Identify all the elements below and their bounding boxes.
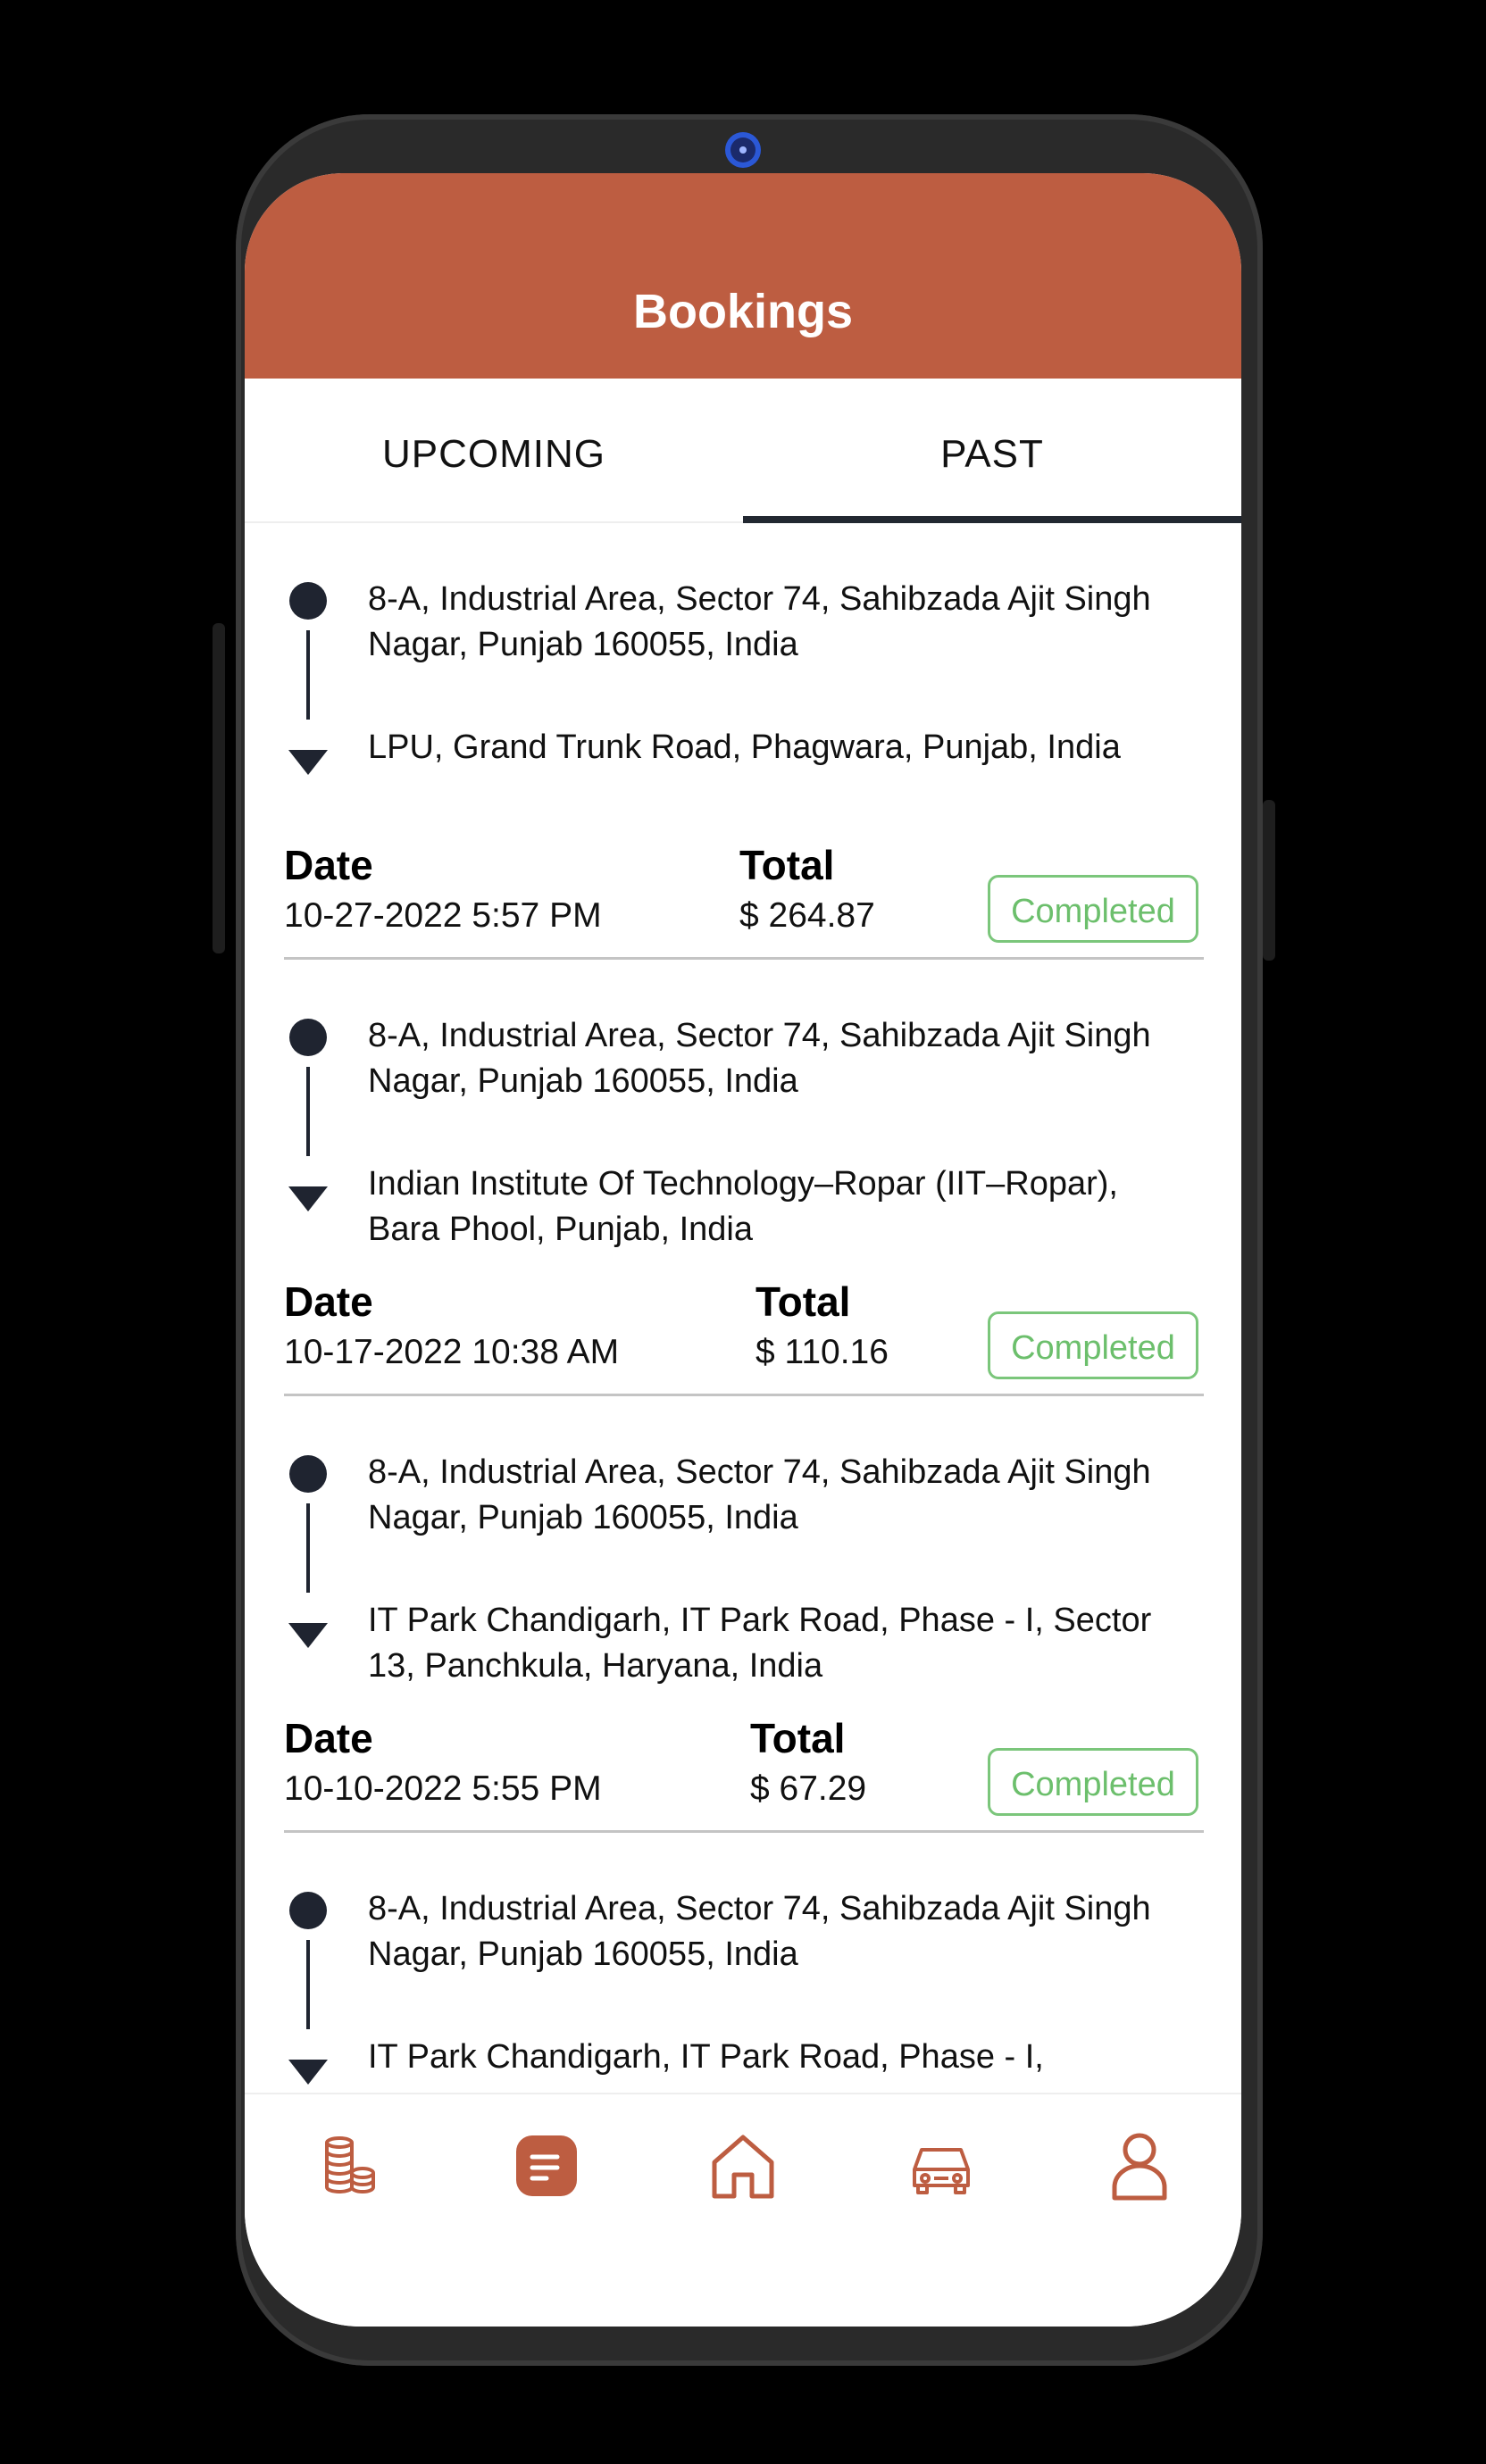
status-badge: Completed <box>988 1311 1198 1379</box>
pickup-dot-icon <box>289 1455 327 1493</box>
car-icon <box>906 2130 977 2202</box>
tab-upcoming[interactable]: UPCOMING <box>382 432 605 476</box>
route-line <box>306 630 310 720</box>
bookings-list[interactable] <box>245 523 1241 2266</box>
booking-date: 10-27-2022 5:57 PM <box>284 896 602 935</box>
booking-total: $ 67.29 <box>750 1769 867 1808</box>
pickup-address: 8-A, Industrial Area, Sector 74, Sahibzada Ajit Singh Nagar, Punjab 160055, India <box>368 580 1151 663</box>
booking-date: 10-17-2022 10:38 AM <box>284 1333 620 1371</box>
tab-past[interactable]: PAST <box>940 432 1044 476</box>
nav-profile-button[interactable] <box>1104 2130 1175 2202</box>
pickup-dot-icon <box>289 1019 327 1056</box>
date-label: Date <box>284 1715 373 1761</box>
booking-total: $ 110.16 <box>756 1333 889 1371</box>
status-badge: Completed <box>988 1748 1198 1816</box>
date-label: Date <box>284 842 373 888</box>
phone-power-button <box>1263 800 1275 961</box>
coins-icon <box>313 2130 384 2202</box>
pickup-address: 8-A, Industrial Area, Sector 74, Sahibzada Ajit Singh Nagar, Punjab 160055, India <box>368 1890 1151 1973</box>
booking-tabs <box>245 379 1241 523</box>
home-icon <box>707 2130 779 2202</box>
pickup-address: 8-A, Industrial Area, Sector 74, Sahibzada Ajit Singh Nagar, Punjab 160055, India <box>368 1017 1151 1100</box>
page-title: Bookings <box>632 285 853 338</box>
nav-home-button[interactable] <box>707 2130 779 2202</box>
active-tab-indicator <box>743 516 1241 523</box>
dropoff-arrow-icon <box>288 1186 328 1211</box>
dropoff-arrow-icon <box>288 1623 328 1648</box>
nav-coins-button[interactable] <box>313 2130 384 2202</box>
phone-volume-button <box>213 623 225 953</box>
pickup-dot-icon <box>289 1892 327 1929</box>
dropoff-address: IT Park Chandigarh, IT Park Road, Phase - I, Sector 13, Panchkula, Haryana, India <box>368 1602 1152 1685</box>
nav-bookings-button[interactable] <box>511 2130 582 2202</box>
route-line <box>306 1067 310 1156</box>
dropoff-arrow-icon <box>288 750 328 775</box>
route-line <box>306 1940 310 2029</box>
total-label: Total <box>756 1278 851 1325</box>
dropoff-address: LPU, Grand Trunk Road, Phagwara, Punjab, India <box>368 728 1121 766</box>
dropoff-address: IT Park Chandigarh, IT Park Road, Phase - I, <box>368 2038 1044 2076</box>
bookings-icon <box>511 2130 582 2202</box>
total-label: Total <box>750 1715 846 1761</box>
booking-total: $ 264.87 <box>739 896 875 935</box>
front-camera-icon <box>725 132 761 168</box>
app-header <box>245 173 1241 379</box>
profile-icon <box>1104 2130 1175 2202</box>
status-badge: Completed <box>988 875 1198 943</box>
app-screen <box>245 173 1241 2327</box>
pickup-address: 8-A, Industrial Area, Sector 74, Sahibzada Ajit Singh Nagar, Punjab 160055, India <box>368 1453 1151 1536</box>
pickup-dot-icon <box>289 582 327 620</box>
route-line <box>306 1503 310 1593</box>
nav-car-button[interactable] <box>906 2130 977 2202</box>
total-label: Total <box>739 842 835 888</box>
date-label: Date <box>284 1278 373 1325</box>
booking-date: 10-10-2022 5:55 PM <box>284 1769 602 1808</box>
bottom-nav <box>245 2093 1241 2327</box>
dropoff-arrow-icon <box>288 2060 328 2085</box>
dropoff-address: Indian Institute Of Technology–Ropar (IIT–Ropar), Bara Phool, Punjab, India <box>368 1165 1118 1248</box>
